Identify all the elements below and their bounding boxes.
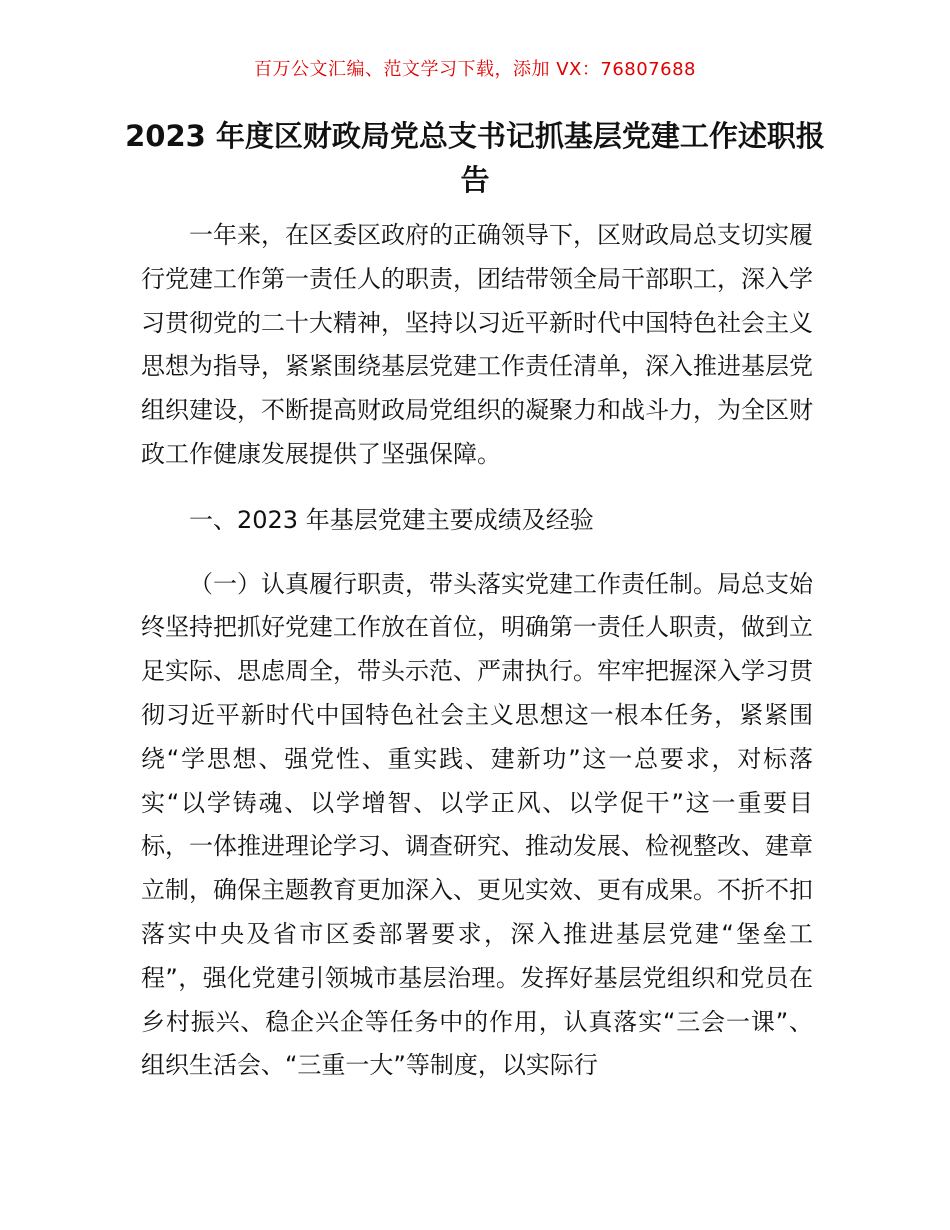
subsection-paragraph: （一）认真履行职责，带头落实党建工作责任制。局总支始终坚持把抓好党建工作放在首位，明确第一责任人职责，做到立足实际、思虑周全，带头示范、严肃执行。牢牢把握深入学习贯彻习近平新时代中国特色社会主义思想这一根本任务，紧紧围绕“学思想、强党性、重实践、建新功”这一总要求，对标落实“以学铸魂、以学增智、以学正风、以学促干”这一重要目标，一体推进理论学习、调查研究、推动发展、检视整改、建章立制，确保主题教育更加深入、更见实效、更有成果。不折不扣落实中央及省市区委部署要求，深入推进基层党建“堡垒工程”，强化党建引领城市基层治理。发挥好基层党组织和党员在乡村振兴、稳企兴企等任务中的作用，认真落实“三会一课”、组织生活会、“三重一大”等制度，以实际行 [141, 569, 813, 1080]
section-heading: 一、2023 年基层党建主要成绩及经验 [189, 505, 594, 534]
intro-paragraph: 一年来，在区委区政府的正确领导下，区财政局总支切实履行党建工作第一责任人的职责，团结带领全局干部职工，深入学习贯彻党的二十大精神，坚持以习近平新时代中国特色社会主义思想为指导，紧紧围绕基层党建工作责任清单，深入推进基层党组织建设，不断提高财政局党组织的凝聚力和战斗力，为全区财政工作健康发展提供了坚强保障。 [141, 221, 813, 468]
document-body [141, 214, 813, 1088]
watermark-header: 百万公文汇编、范文学习下载，添加 VX：76807688 [254, 59, 696, 80]
document-title: 2023 年度区财政局党总支书记抓基层党建工作述职报告 [125, 119, 825, 197]
